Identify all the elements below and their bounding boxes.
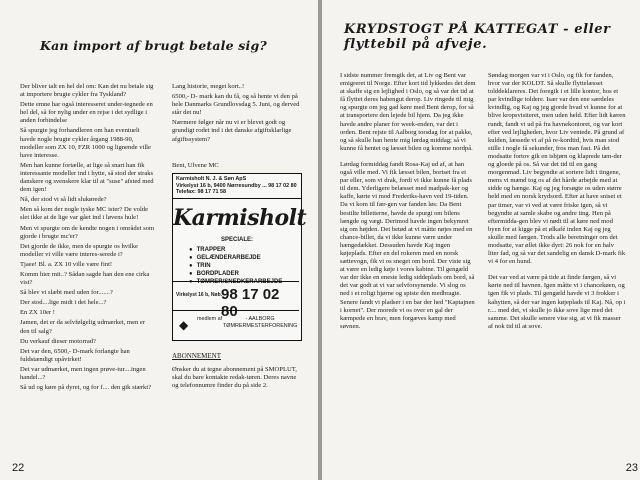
right-article-column-1 xyxy=(340,72,476,333)
page-number-left: 22 xyxy=(12,462,25,474)
paragraph: Komm hier mit..? Sådan sagde han den ene cirka vist? xyxy=(20,270,150,287)
ad-member-text: - AALBORG TØMRERMESTERFORENING xyxy=(223,316,298,329)
paragraph: Dette emne har også interesseret under-tegnede en hel del, så for nylig under en rejse i det sydlige i anden forbindelse xyxy=(20,101,153,125)
paragraph: Men så kom der nogle tyske MC ister? De volde slet ikke at de lige var gået ind i løvens hule! xyxy=(20,206,149,222)
list-item: ● TRAPPER xyxy=(189,246,301,254)
ad-address: Virkelyst 16 b, Nøb. xyxy=(176,292,223,298)
paragraph: En ZX 10er ! xyxy=(20,309,55,317)
paragraph: Det gjorde de ikke, men de spurgte os hvilke modeller vi ville være interes-serede i? xyxy=(20,242,138,258)
guild-emblem-icon: ◆ xyxy=(179,318,189,332)
ad-membership-row xyxy=(173,310,299,340)
paragraph: Lørdag formiddag fandt Rosa-Kaj ud af, at han også ville med. Vi fik læsset bilen, bortset fra et par eller, som vi drak, fordi vi ikke kunne få plads til dem. Yderligere belæsset med madpak-ker og kaffe, kørte vi mod Frederiks-havn ved 19-tiden. Da vi kom til fær-gen var fanden løs: Da Bent bestilte billetterne, havde de spurgt om bilens længde og vægt. Derimod havde ingen bekymret sig om højden. Det betød at vi måtte nøjes med en chance-billet, da vi ikke kunne være under hængedækket. Dessuden havde Kaj ingen køjeplads. Efter en del rokeren med en norsk sættevogn, fik vi os sneget om bord. Der viste sig at være en ledig køje i vores kabine. Til gengæld var der ikke en eneste ledig siddeplads om bord, så det var godt at vi var selvforsynende. Vi slog os ned i et roligt hjørne og spiste den medbragte. Senere fandt vi pladser i en bar der hed "Kaptajnen i kornet". Der morede vi os over en gal der kæmpede en brav, men forgæves kamp med søvnen. xyxy=(340,160,475,330)
list-item: ● BORDPLADER xyxy=(189,270,301,278)
paragraph: Søndag morgen var vi i Oslo, og fik for fanden, hvor var der KOLDT. Så skulle flyttelæsset tolddeklareres. Det foregik i et lille kontor, hos et par kvindlige toldere. Især var den ene særdeles kvindlig, og Kaj og jeg gjorde hvad vi kunne for at blive kropsvisiteret, men uden held. Efter lidt kæren rundt, fandt vi ud på fra havnekontoret, og var kort efter ved lejligheden, hvor Liv ventede. På grund af kulden, læssede vi af på re-kordtid, hvis man stod stille i nogle få sekunder, fros man fast. På det modsatte fortov gik en isbjørn og klaprede tæn-der og gloede på os. Så var det tid til en gang morgenmad. Liv begyndte at sortere lidt i tingene, mens vi mænd tog os af det hårde arbejde med at sidde og hænge. Kaj og jeg forsøgte os uden større held med en norsk krydsord. Efter at have sniset et par timer, var vi ved at være friske igen, så vi begyndte at samle skabe og andre ting. Hen på eftermidda-gen blev vi nødt til at køre ned mod byen for at kigge på et ølkafé inden Kaj og jeg skulle med færgen. Trods alle beretninger om det modsatte, var øllet ikke dyrt: 26 nok for en halv liter fad, og så var det sandelig en dansk D-mark fik vi 4 for en hund. xyxy=(488,72,626,266)
paragraph: Det var den, 6500,- D-mark forlangte han fuldstændigt upåvirket! xyxy=(20,347,130,363)
paragraph: Der bliver talt en hel del om: Kan det nu betale sig at importere brugte cykler fra Tyskland? xyxy=(20,83,154,99)
paragraph: Jamen, det er da selvfølgelig udmærket, men er den til salg? xyxy=(20,319,146,335)
paragraph: I sidste nummer fremgik det, at Liv og Bent var emigreret til Norge. Efter kort tid lykkedes det dem at skaffe sig en lejlighed i Oslo, og så var det tid at få flyttet deres habengut derop. Liv ringede til mig og spurgte om jeg gad køre med Bent derop, for så at transportere den lejede bil hjem. Da jeg ikke havde andre planer for week-enden, var det i orden. Bent rejste til Aalborg torsdag for at pakke, og så skulle han hente mig lørdag middag; så vi kunne få hentet og læsset bilen og komme nordpå. xyxy=(340,72,476,152)
karmisholt-advertisement xyxy=(172,173,307,341)
paragraph: Så ud og køre på dyret, og for f.... den gik stærkt? xyxy=(20,384,152,392)
list-item: ● GELÆNDERARBEJDE xyxy=(189,254,301,262)
article-title-left: Kan import af brugt betale sig? xyxy=(40,38,267,53)
ad-logo: Karmisholt xyxy=(173,204,307,231)
paragraph: Nærmere følger når nu vi er blevet godt og grundigt rodet ind i det danske afgiftsklarlige afgiftssystem? xyxy=(172,119,292,143)
paragraph: Men vi spurgte om de kendte nogen i området som gjorde i brugte mc'er? xyxy=(20,224,155,240)
paragraph: Det var udmærket, men ingen prøve-tur....ingen handel...? xyxy=(20,365,146,381)
paragraph: Lang historie, meget kort..! xyxy=(172,83,245,90)
page-number-right: 23 xyxy=(625,462,638,474)
author-signature: Bent, Ulvene MC xyxy=(172,161,219,169)
paragraph: Det var ved at være på tide at finde færgen, så vi kørte ned til havnen. Igen måtte vi i chancekøen, og igen fik vi plads. Til gengæld havde vi 3 frokker i kahytten, så der var ingen køjeplads til Kaj. Nå, op i r.... med det, vi skulle jo ikke sove lige med det samme. Det skulle senere vise sig, at vi fik masser af nok tid til at sove. xyxy=(488,274,626,330)
ad-header: Karmisholt N. J. & Søn ApS Virkelyst 16 b, 9400 Nørresundby ... 98 17 02 80 Telefax: 98 17 71 58 xyxy=(173,174,301,199)
abonnement-heading: ABONNEMENT xyxy=(172,352,221,360)
abonnement-text: Ønsker du at tegne abonnement på SMOPLUT, skal du bare kontakte redak-tøren. Deres navne og telefonnumre finder du på side 2. xyxy=(172,366,297,390)
article-title-right: KRYDSTOGT PÅ KATTEGAT - eller flyttebil på afveje. xyxy=(344,22,611,52)
ad-phone: 98 17 02 80 xyxy=(221,286,280,320)
right-page xyxy=(322,0,640,480)
paragraph: Du verkauf dieser motorrad? xyxy=(20,337,96,345)
list-item: ● TØMRER/SNEDKERARBEJDE xyxy=(189,278,301,286)
paragraph: Nå, der stod vi så lidt slukørede? xyxy=(20,196,107,204)
paragraph: Der stod....lige midt i det hele...? xyxy=(20,299,107,307)
left-page xyxy=(0,0,318,480)
paragraph: Tjaee! Bl. a. ZX 10 ville være fint! xyxy=(20,260,113,268)
right-article-column-2 xyxy=(488,72,626,333)
ad-member-label: medlem af xyxy=(197,316,223,322)
paragraph: Så blev vi slæbt med uden for.......? xyxy=(20,289,113,297)
list-item: ● TRIN xyxy=(189,262,301,270)
paragraph: Men han kunne fortælle, at lige så snart han fik interessante modeller ind i hytte, så stod der straks danskere og svenskere klar til at "suse" afsted med dem igen! xyxy=(20,161,154,194)
left-article-column-1 xyxy=(20,83,156,394)
paragraph: 6500,- D- mark kan du få, og så hente vi den på hele Danmarks Grundlovsdag 5. Juni, og derved står det nu! xyxy=(172,93,300,117)
ad-specials-title: SPECIALE: xyxy=(220,236,253,243)
paragraph: Så spurgte jeg forhandleren om han eventuelt havde nogle brugte cykler årgang 1988-90, modeller som ZX 10, FZR 1000 og lignende ville have interesse. xyxy=(20,127,151,159)
ad-specials-list xyxy=(189,246,301,286)
left-article-column-2 xyxy=(172,83,300,172)
